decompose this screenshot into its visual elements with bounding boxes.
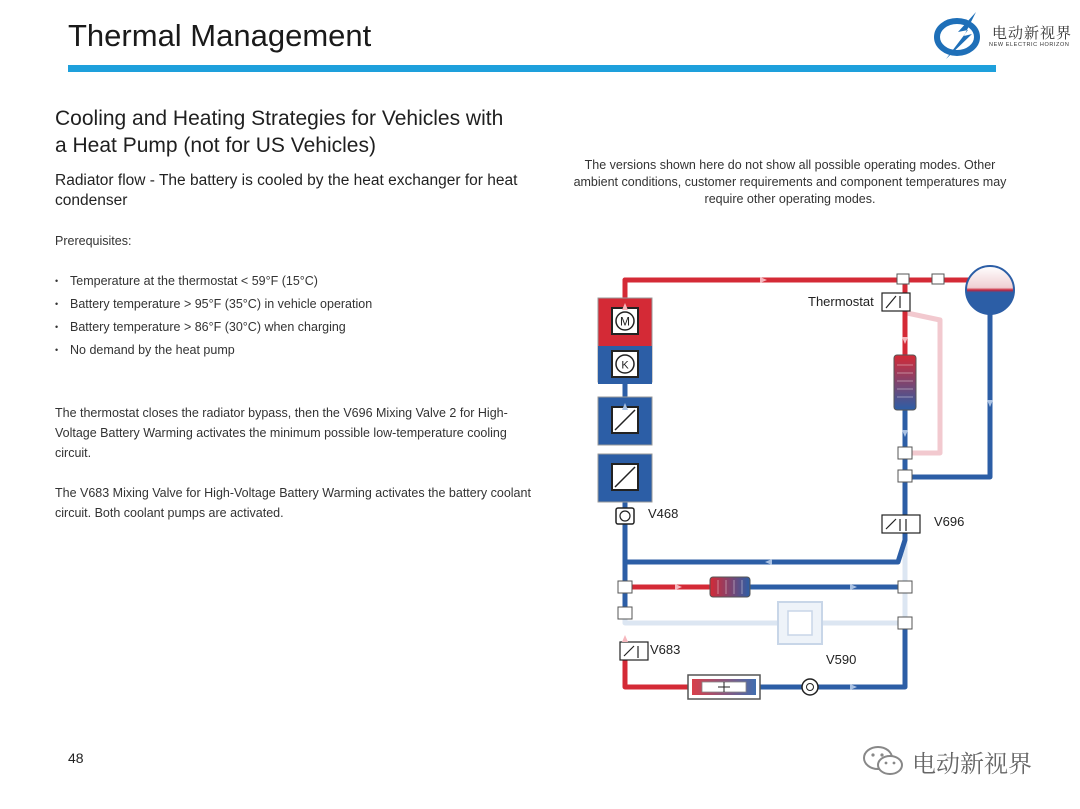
inactive-lines bbox=[625, 313, 940, 623]
expansion-tank-icon bbox=[966, 266, 1014, 314]
heat-exchanger-icon bbox=[710, 577, 750, 597]
v590-pump-icon bbox=[802, 679, 818, 695]
prerequisites-label: Prerequisites: bbox=[55, 234, 132, 248]
description-paragraph-1: The thermostat closes the radiator bypass, then the V696 Mixing Valve 2 for High-Voltage Battery Warming activates the minimum possible low-temperature cooling circuit. bbox=[55, 406, 508, 460]
v683-label: V683 bbox=[650, 642, 681, 657]
header-rule bbox=[68, 65, 996, 72]
list-item: • Battery temperature > 95°F (35°C) in vehicle operation bbox=[55, 295, 372, 318]
operating-modes-note: The versions shown here do not show all possible operating modes. Other ambient conditions, customer requirements and component temperatures may require other operating modes. bbox=[573, 158, 1007, 206]
list-item: • Battery temperature > 86°F (30°C) when charging bbox=[55, 318, 372, 341]
section-heading: Cooling and Heating Strategies for Vehicles with a Heat Pump (not for US Vehicles) bbox=[55, 107, 504, 157]
wechat-icon bbox=[862, 744, 906, 778]
compressor-label: K bbox=[621, 359, 629, 372]
v683-valve-icon bbox=[620, 642, 648, 660]
page-number: 48 bbox=[68, 750, 84, 766]
coolant-circuit-diagram bbox=[560, 250, 1030, 700]
v590-label: V590 bbox=[826, 652, 857, 667]
logo-text-cn: 电动新视界 bbox=[992, 24, 1073, 42]
page-title: Thermal Management bbox=[68, 18, 372, 53]
v696-valve-icon bbox=[882, 515, 920, 533]
watermark-text: 电动新视界 bbox=[912, 750, 1032, 778]
motor-label: M bbox=[620, 314, 630, 329]
logo-text-en: NEW ELECTRIC HORIZON bbox=[989, 42, 1070, 48]
description-paragraph-2: The V683 Mixing Valve for High-Voltage Battery Warming activates the battery coolant circuit. Both coolant pumps are activated. bbox=[55, 486, 531, 520]
thermostat-icon bbox=[882, 293, 910, 311]
list-item: • No demand by the heat pump bbox=[55, 341, 372, 364]
list-item: • Temperature at the thermostat < 59°F (15°C) bbox=[55, 272, 372, 295]
v696-label: V696 bbox=[934, 514, 965, 529]
section-subheading: Radiator flow - The battery is cooled by the heat exchanger for heat condenser bbox=[55, 172, 518, 209]
prerequisites-list bbox=[55, 272, 372, 364]
v468-label: V468 bbox=[648, 506, 679, 521]
radiator-icon bbox=[894, 355, 916, 410]
thermostat-label: Thermostat bbox=[808, 294, 874, 309]
